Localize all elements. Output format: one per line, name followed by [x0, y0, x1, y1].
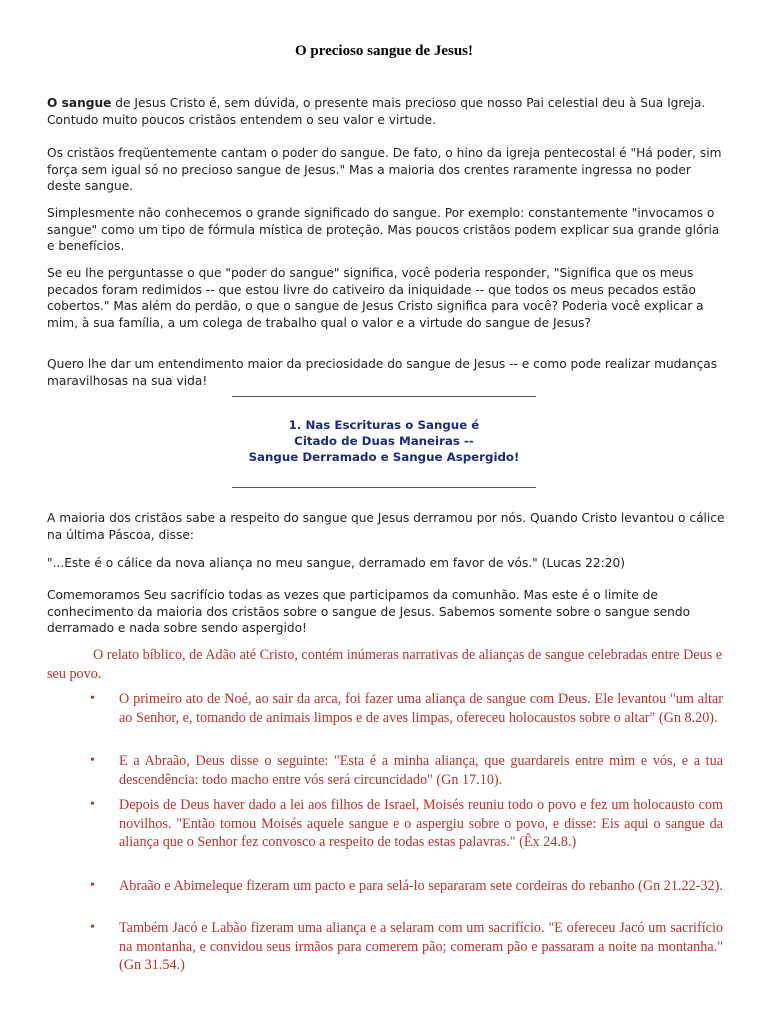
- paragraph-hymn: Os cristãos freqüentemente cantam o poder do sangue. De fato, o hino da igreja pentecostal é "Há poder, sim força sem igual só no precioso sangue de Jesus." Mas a maioria dos crentes raramente ingressa no poder deste sangue.: [47, 146, 722, 193]
- divider-top: [232, 396, 536, 397]
- paragraph-promise: Quero lhe dar um entendimento maior da preciosidade do sangue de Jesus -- e como pode realizar mudanças maravilhosas na sua vida!: [47, 357, 718, 388]
- page-title: O precioso sangue de Jesus!: [294, 43, 474, 59]
- section-heading-line-2: Citado de Duas Maneiras --: [294, 434, 474, 449]
- intro-text: de Jesus Cristo é, sem dúvida, o presente mais precioso que nosso Pai celestial deu à Sua Igreja. Contudo muito poucos cristãos entendem o seu valor e virtude.: [47, 96, 706, 127]
- list-item-text: E a Abraão, Deus disse o seguinte: "Esta é a minha aliança, que guardareis entre mim e vós, e a tua descendência: todo macho entre vós será circuncidado" (Gn 17.10).: [119, 753, 723, 788]
- list-item-text: Depois de Deus haver dado a lei aos filhos de Israel, Moisés reuniu todo o povo e fez um holocausto com novilhos. "Então tomou Moisés aquele sangue e o aspergiu sobre o povo, e disse: Eis aqui o sangue da aliança que o Senhor fez convosco a respeito de todas estas palavras." (Êx 24.8.): [119, 797, 723, 850]
- list-item-text: O primeiro ato de Noé, ao sair da arca, foi fazer uma aliança de sangue com Deus. Ele levantou "um altar ao Senhor, e, tomando de animais limpos e de aves limpas, ofereceu holocaustos sobre o altar" (Gn 8.20).: [119, 691, 723, 726]
- list-item-text: Também Jacó e Labão fizeram uma aliança e a selaram com um sacrifício. "E ofereceu Jacó um sacrifício na montanha, e convidou seus irmãos para comerem pão; comeram pão e passaram a noite na montanha." (Gn 31.54.): [119, 920, 723, 973]
- bullet-icon: •: [90, 691, 95, 706]
- section-heading: [0, 417, 768, 466]
- quote-luke: "...Este é o cálice da nova aliança no meu sangue, derramado em favor de vós." (Lucas 22:20): [47, 556, 625, 570]
- paragraph-communion: Comemoramos Seu sacrifício todas as vezes que participamos da comunhão. Mas este é o limite de conhecimento da maioria dos cristãos sobre o sangue de Jesus. Sabemos somente sobre o sangue sendo derramado e nada sobre sendo aspergido!: [47, 588, 691, 635]
- bullet-icon: •: [90, 753, 95, 768]
- bullet-icon: •: [90, 797, 95, 812]
- bullet-icon: •: [90, 878, 95, 893]
- bullet-icon: •: [90, 920, 95, 935]
- intro-bold-lead: O sangue: [47, 96, 112, 110]
- intro-paragraph: [47, 95, 727, 128]
- paragraph-question: Se eu lhe perguntasse o que "poder do sangue" significa, você poderia responder, "Significa que os meus pecados foram redimidos -- que estou livre do cativeiro da iniquidade -- que todos os meus pecados estão cobertos." Mas além do perdão, o que o sangue de Jesus Cristo significa para você? Poderia você explicar a mim, à sua família, a um colega de trabalho qual o valor e a virtude do sangue de Jesus?: [47, 266, 704, 330]
- red-intro-paragraph: O relato bíblico, de Adão até Cristo, contém inúmeras narrativas de alianças de sangue celebradas entre Deus e seu povo.: [47, 647, 723, 682]
- paragraph-chalice: A maioria dos cristãos sabe a respeito do sangue que Jesus derramou por nós. Quando Cristo levantou o cálice na última Páscoa, disse:: [47, 511, 725, 542]
- divider-bottom: [232, 487, 536, 488]
- section-heading-line-3: Sangue Derramado e Sangue Aspergido!: [248, 450, 520, 465]
- list-item-text: Abraão e Abimeleque fizeram um pacto e para selá-lo separaram sete cordeiras do rebanho (Gn 21.22-32).: [119, 878, 723, 894]
- paragraph-significance: Simplesmente não conhecemos o grande significado do sangue. Por exemplo: constantemente "invocamos o sangue" como um tipo de fórmula mística de proteção. Mas poucos cristãos podem explicar sua grande glória e benefícios.: [47, 206, 720, 253]
- section-heading-line-1: 1. Nas Escrituras o Sangue é: [288, 418, 480, 432]
